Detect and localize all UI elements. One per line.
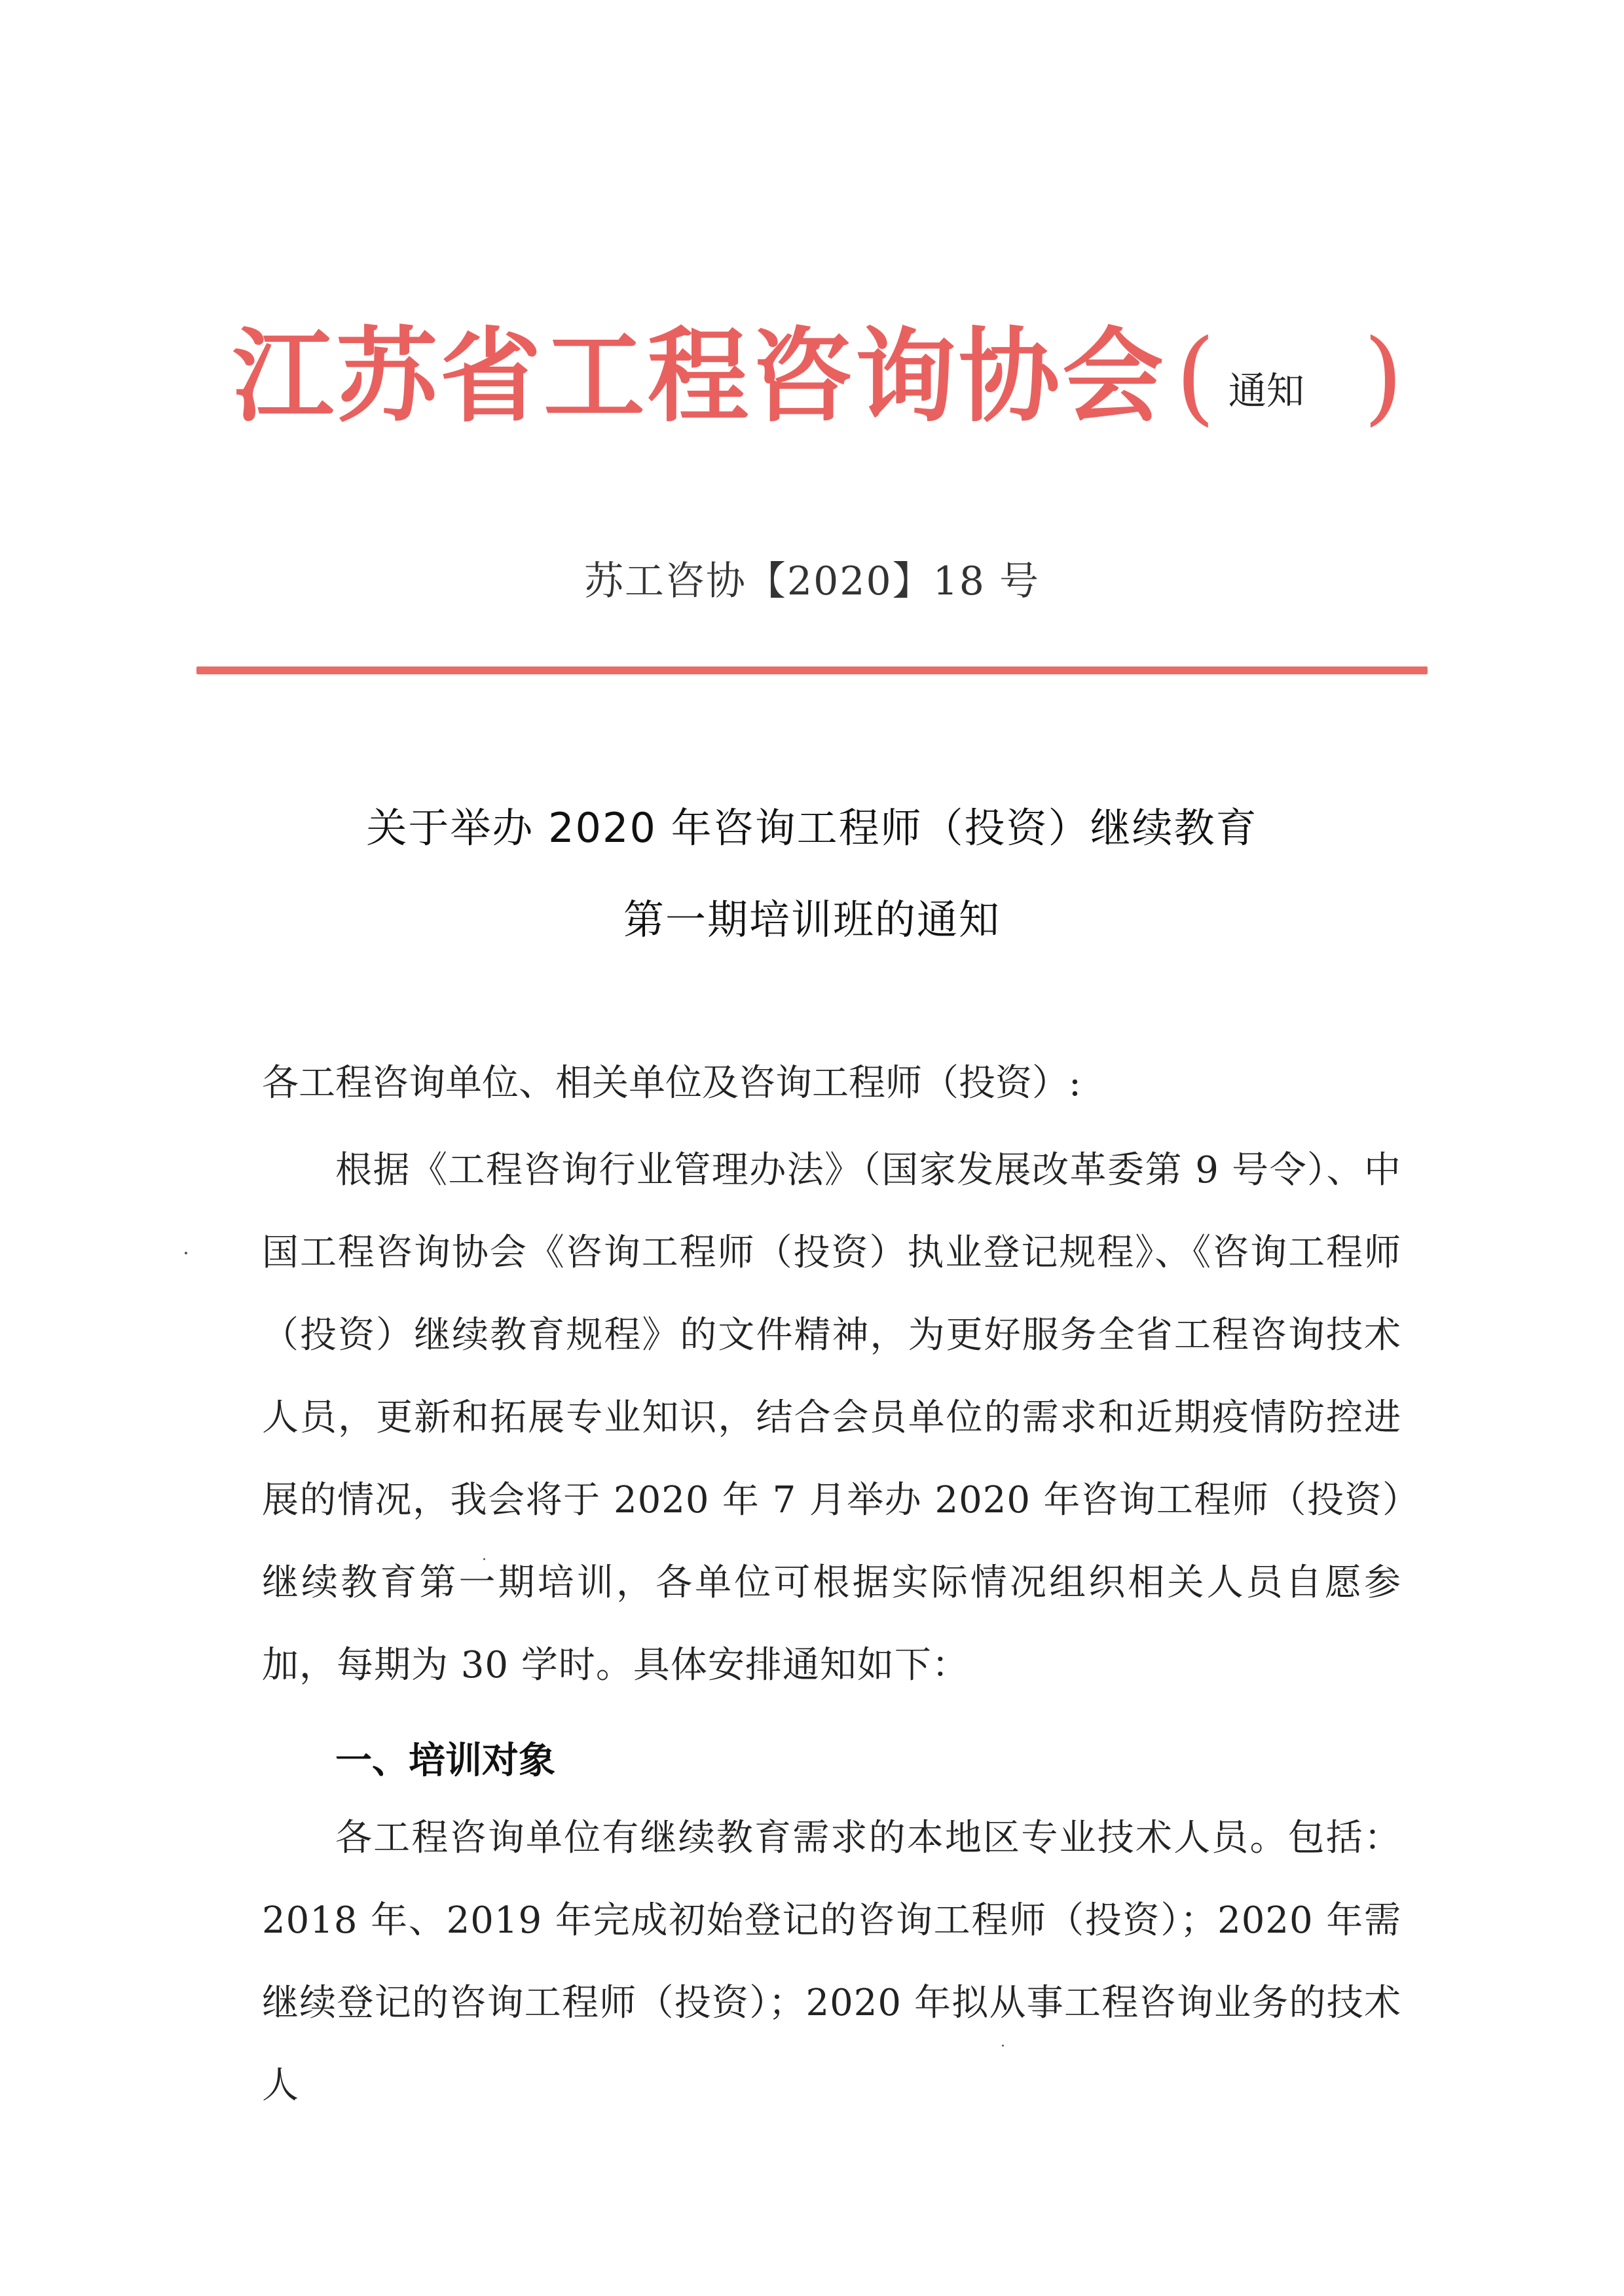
section-heading-training-target: 一、培训对象 bbox=[335, 1740, 555, 1782]
scan-speck bbox=[483, 1558, 485, 1560]
scan-speck bbox=[1002, 2045, 1004, 2047]
body-paragraph-training-target: 各工程咨询单位有继续教育需求的本地区专业技术人员。包括：2018 年、2019 年完成初始登记的咨询工程师（投资）；2020 年需继续登记的咨询工程师（投资）；2020 年拟从事工程咨询业务的技术人 bbox=[262, 1817, 1401, 2107]
red-divider-rule bbox=[196, 666, 1428, 674]
masthead-paren-open: ( bbox=[1175, 317, 1215, 436]
document-title-line-1: 关于举办 2020 年咨询工程师（投资）继续教育 bbox=[366, 804, 1258, 852]
document-kind: 通知 bbox=[1228, 369, 1304, 413]
salutation: 各工程咨询单位、相关单位及咨询工程师（投资）: bbox=[262, 1062, 1081, 1104]
masthead-paren-close: ) bbox=[1363, 317, 1403, 436]
masthead bbox=[232, 298, 1411, 455]
organization-name: 江苏省工程咨询协会 bbox=[232, 316, 1166, 436]
document-title-line-2: 第一期培训班的通知 bbox=[623, 896, 1001, 943]
body-paragraph-1: 根据《工程咨询行业管理办法》（国家发展改革委第 9 号令）、中国工程咨询协会《咨询工程师（投资）执业登记规程》、《咨询工程师（投资）继续教育规程》的文件精神，为更好服务全省工程咨询技术人员，更新和拓展专业知识，结合会员单位的需求和近期疫情防控进展的情况，我会将于 2020 年 7 月举办 2020 年咨询工程师（投资）继续教育第一期培训，各单位可根据实际情况组织相关人员自愿参加，每期为 30 学时。具体安排通知如下： bbox=[262, 1149, 1401, 1686]
scan-speck bbox=[185, 1252, 187, 1254]
document-number: 苏工咨协【2020】18 号 bbox=[583, 558, 1041, 604]
